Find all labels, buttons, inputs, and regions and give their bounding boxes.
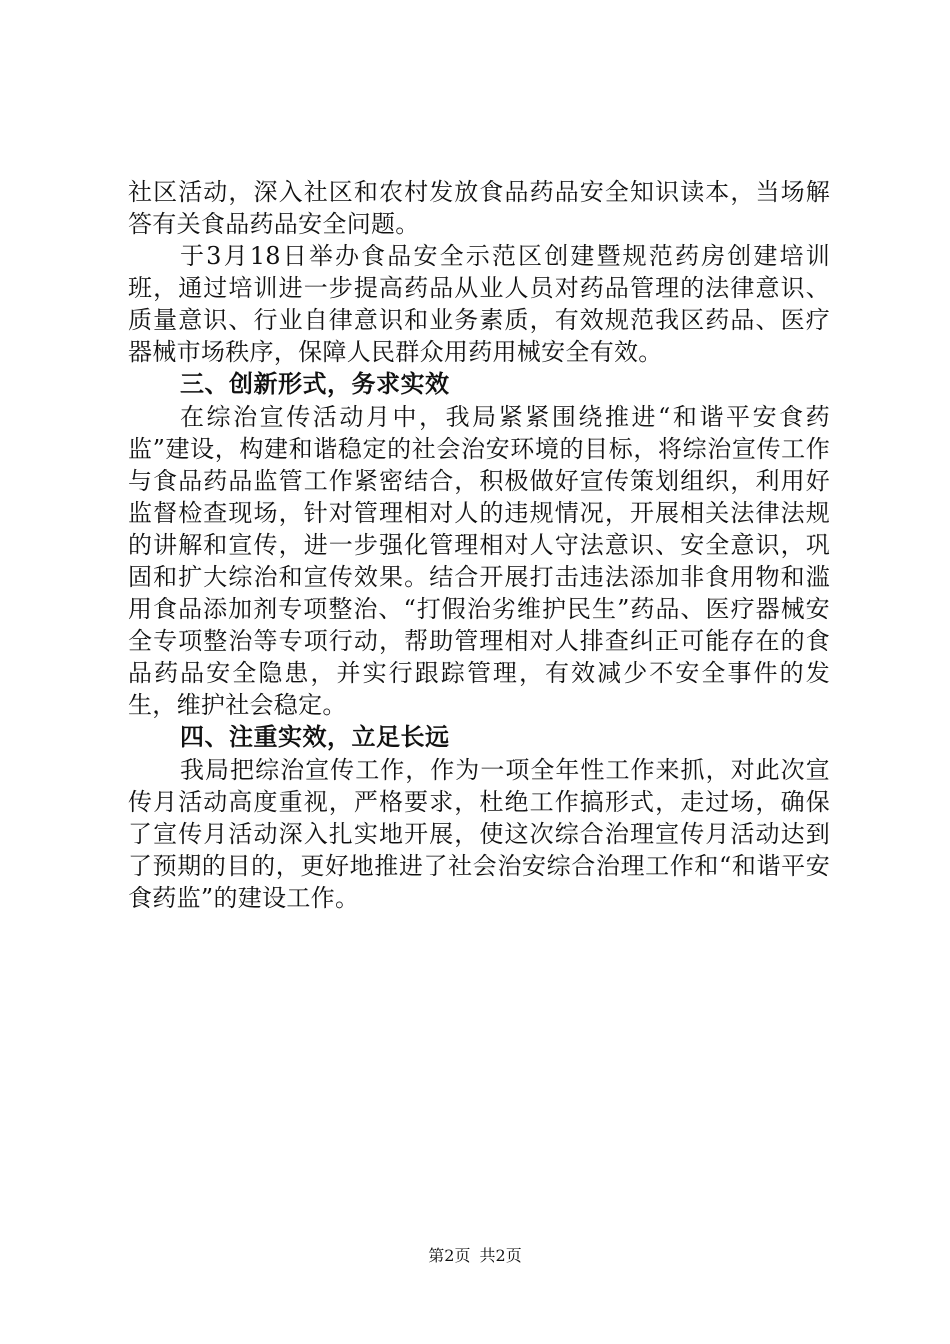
section-heading-3: 三、创新形式，务求实效: [180, 370, 450, 398]
paragraph-innovation: 在综治宣传活动月中，我局紧紧围绕推进“和谐平安食药监”建设，构建和谐稳定的社会治安环境的目标，将综治宣传工作与食品药品监管工作紧密结合，积极做好宣传策划组织，利用好监督检查现场，针对管理相对人的违规情况，开展相关法律法规的讲解和宣传，进一步强化管理相对人守法意识、安全意识，巩固和扩大综治和宣传效果。结合开展打击违法添加非食用物和滥用食品添加剂专项整治、“打假治劣维护民生”药品、医疗器械安全专项整治等专项行动，帮助管理相对人排查纠正可能存在的食品药品安全隐患，并实行跟踪管理，有效减少不安全事件的发生，维护社会稳定。: [128, 403, 830, 719]
document-body: [128, 176, 830, 914]
paragraph-community-activity: 社区活动，深入社区和农村发放食品药品安全知识读本，当场解答有关食品药品安全问题。: [128, 178, 830, 238]
page-footer: [0, 1246, 950, 1266]
page-number: 第2页: [428, 1246, 471, 1265]
section-heading-4: 四、注重实效，立足长远: [180, 723, 450, 751]
page-total: 共2页: [479, 1246, 522, 1265]
paragraph-training-class: 于3月18日举办食品安全示范区创建暨规范药房创建培训班，通过培训进一步提高药品从业人员对药品管理的法律意识、质量意识、行业自律意识和业务素质，有效规范我区药品、医疗器械市场秩序，保障人民群众用药用械安全有效。: [128, 242, 830, 366]
paragraph-effectiveness: 我局把综治宣传工作，作为一项全年性工作来抓，对此次宣传月活动高度重视，严格要求，杜绝工作搞形式，走过场，确保了宣传月活动深入扎实地开展，使这次综合治理宣传月活动达到了预期的目的，更好地推进了社会治安综合治理工作和“和谐平安食药监”的建设工作。: [128, 756, 830, 912]
